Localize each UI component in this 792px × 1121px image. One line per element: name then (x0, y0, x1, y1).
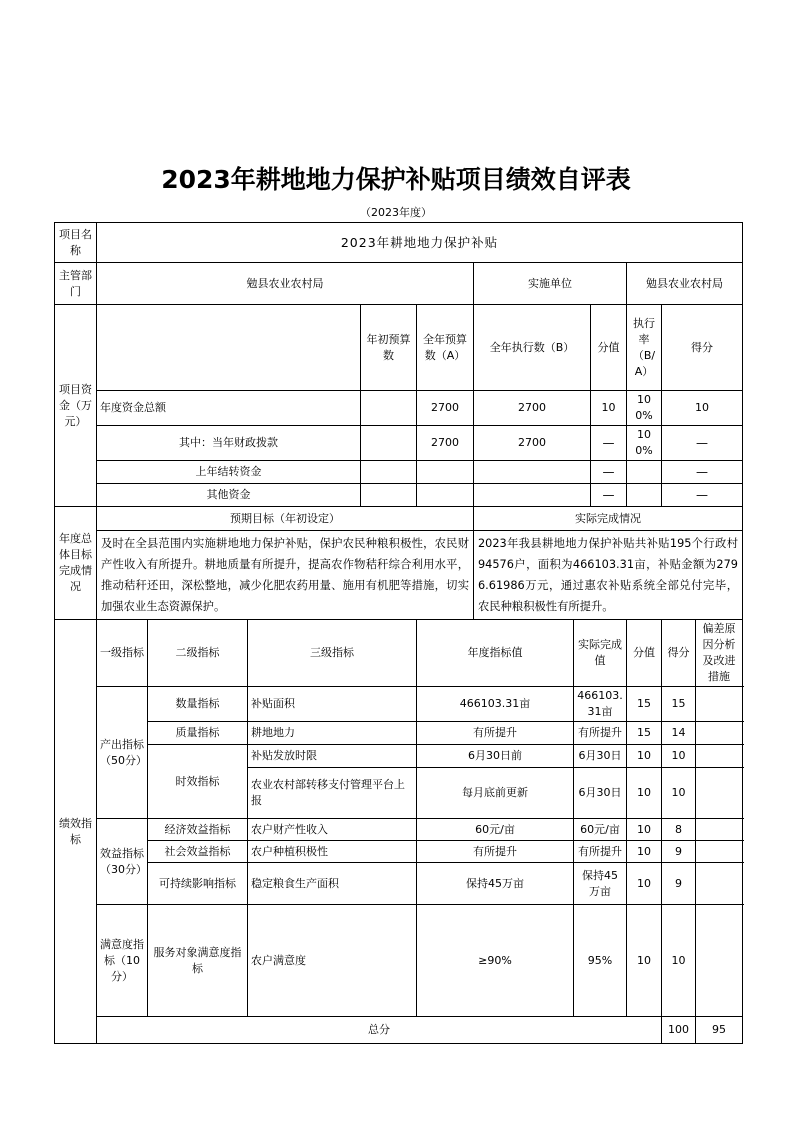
perf-row-l3: 农户财产性收入 (248, 819, 417, 841)
label-department: 主管部门 (55, 263, 97, 305)
funds-row-rate (627, 461, 662, 484)
perf-row-l3: 农业农村部转移支付管理平台上报 (248, 768, 417, 819)
perf-row-l2: 服务对象满意度指标 (148, 905, 248, 1017)
perf-row-score: 15 (627, 722, 662, 745)
perf-row-l3: 农户种植积极性 (248, 841, 417, 863)
perf-row-score: 10 (627, 768, 662, 819)
row-total (55, 1017, 743, 1044)
row-goals-header (55, 507, 743, 531)
perf-row-reason (696, 745, 743, 768)
label-impl-unit: 实施单位 (474, 263, 627, 305)
perf-row-reason (696, 687, 743, 722)
perf-row-l3: 农户满意度 (248, 905, 417, 1017)
perf-row (55, 745, 743, 768)
impl-unit-value: 勉县农业农村局 (627, 263, 743, 305)
funds-row-rate: 100% (627, 391, 662, 426)
perf-row-l3: 稳定粮食生产面积 (248, 863, 417, 905)
perf-row-l2: 社会效益指标 (148, 841, 248, 863)
perf-header-l1: 一级指标 (97, 620, 148, 687)
department-value: 勉县农业农村局 (97, 263, 474, 305)
funds-header-score: 分值 (591, 305, 627, 391)
page-subtitle: （2023年度） (360, 206, 432, 219)
label-funds: 项目资金（万元） (55, 305, 97, 507)
funds-row-executed: 2700 (474, 426, 591, 461)
perf-header-l3: 三级指标 (248, 620, 417, 687)
funds-row-rate (627, 484, 662, 507)
perf-row-got: 9 (662, 841, 696, 863)
perf-row-actual: 6月30日 (574, 745, 627, 768)
funds-row-executed: 2700 (474, 391, 591, 426)
perf-row-got: 10 (662, 905, 696, 1017)
perf-header-reason: 偏差原因分析及改进措施 (696, 620, 743, 687)
goals-expected-header: 预期目标（年初设定） (97, 507, 474, 531)
funds-row-annual: 2700 (417, 426, 474, 461)
perf-row-target: 有所提升 (417, 722, 574, 745)
evaluation-table (54, 222, 743, 1044)
funds-header-got: 得分 (662, 305, 743, 391)
perf-row-target: 有所提升 (417, 841, 574, 863)
perf-row (55, 722, 743, 745)
perf-row-reason (696, 722, 743, 745)
perf-row-score: 10 (627, 863, 662, 905)
perf-header-actual: 实际完成值 (574, 620, 627, 687)
perf-row (55, 905, 743, 1017)
row-funds-header (55, 305, 743, 391)
funds-row-got: — (662, 484, 743, 507)
perf-row-target: 每月底前更新 (417, 768, 574, 819)
perf-row-target: 6月30日前 (417, 745, 574, 768)
funds-header-executed: 全年执行数（B） (474, 305, 591, 391)
funds-row-initial (361, 461, 417, 484)
perf-row-score: 15 (627, 687, 662, 722)
perf-row-got: 10 (662, 768, 696, 819)
funds-row-label: 上年结转资金 (97, 461, 361, 484)
perf-header-got: 得分 (662, 620, 696, 687)
perf-row-reason (696, 819, 743, 841)
funds-row-got: — (662, 426, 743, 461)
funds-row-got: 10 (662, 391, 743, 426)
total-score: 100 (662, 1017, 696, 1044)
perf-row-target: 466103.31亩 (417, 687, 574, 722)
funds-row (55, 391, 743, 426)
perf-row-l2: 经济效益指标 (148, 819, 248, 841)
perf-group-satisfaction: 满意度指标（10分） (97, 905, 148, 1017)
row-project-name (55, 223, 743, 263)
funds-row-score: 10 (591, 391, 627, 426)
funds-row-label: 年度资金总额 (97, 391, 361, 426)
perf-row (55, 687, 743, 722)
perf-row (55, 863, 743, 905)
perf-group-output: 产出指标（50分） (97, 687, 148, 819)
row-department (55, 263, 743, 305)
funds-header-annual: 全年预算数（A） (417, 305, 474, 391)
goals-actual-header: 实际完成情况 (474, 507, 743, 531)
funds-row-initial (361, 484, 417, 507)
perf-row-reason (696, 905, 743, 1017)
perf-row-actual: 有所提升 (574, 722, 627, 745)
perf-row-score: 10 (627, 841, 662, 863)
funds-row-label: 其他资金 (97, 484, 361, 507)
page-title: 2023年耕地地力保护补贴项目绩效自评表 (161, 165, 631, 194)
perf-row-got: 9 (662, 863, 696, 905)
perf-header-score: 分值 (627, 620, 662, 687)
label-goals: 年度总体目标完成情况 (55, 507, 97, 620)
funds-row-label: 其中：当年财政拨款 (97, 426, 361, 461)
funds-header-rate: 执行率（B/A） (627, 305, 662, 391)
funds-row-score: — (591, 461, 627, 484)
perf-row-reason (696, 768, 743, 819)
label-perf: 绩效指标 (55, 620, 97, 1044)
funds-row (55, 426, 743, 461)
perf-row-got: 15 (662, 687, 696, 722)
perf-row-l2: 时效指标 (148, 745, 248, 819)
goals-expected-text: 及时在全县范围内实施耕地地力保护补贴，保护农民种粮积极性，农民财产性收入有所提升。耕地质量有所提升，提高农作物秸秆综合利用水平，推动秸秆还田，深松整地，减少化肥农药用量、施用有机肥等措施，切实加强农业生态资源保护。 (97, 531, 474, 620)
perf-row-actual: 466103.31亩 (574, 687, 627, 722)
funds-row-score: — (591, 484, 627, 507)
perf-row-got: 14 (662, 722, 696, 745)
funds-row (55, 484, 743, 507)
funds-header-initial: 年初预算数 (361, 305, 417, 391)
funds-row-rate: 100% (627, 426, 662, 461)
perf-row-reason (696, 841, 743, 863)
funds-row-annual: 2700 (417, 391, 474, 426)
perf-row-got: 10 (662, 745, 696, 768)
perf-row-target: 60元/亩 (417, 819, 574, 841)
perf-row-actual: 有所提升 (574, 841, 627, 863)
label-project-name: 项目名称 (55, 223, 97, 263)
perf-row-actual: 60元/亩 (574, 819, 627, 841)
funds-row-annual (417, 461, 474, 484)
label-total: 总分 (97, 1017, 662, 1044)
perf-group-benefit: 效益指标（30分） (97, 819, 148, 905)
funds-header-blank (97, 305, 361, 391)
perf-row-l3: 耕地地力 (248, 722, 417, 745)
goals-actual-text: 2023年我县耕地地力保护补贴共补贴195个行政村94576户，面积为466103.31亩，补贴金额为2796.61986万元，通过惠农补贴系统全部兑付完毕，农民种粮积极性有所提升。 (474, 531, 743, 620)
funds-row-initial (361, 391, 417, 426)
perf-row-score: 10 (627, 819, 662, 841)
funds-row (55, 461, 743, 484)
perf-row-actual: 保持45万亩 (574, 863, 627, 905)
funds-row-executed (474, 461, 591, 484)
perf-row-got: 8 (662, 819, 696, 841)
perf-row-score: 10 (627, 905, 662, 1017)
perf-row (55, 841, 743, 863)
perf-row-actual: 6月30日 (574, 768, 627, 819)
row-perf-header (55, 620, 743, 687)
perf-header-target: 年度指标值 (417, 620, 574, 687)
perf-row-l2: 质量指标 (148, 722, 248, 745)
total-got: 95 (696, 1017, 743, 1044)
funds-row-score: — (591, 426, 627, 461)
project-name-value: 2023年耕地地力保护补贴 (97, 223, 743, 263)
perf-row-actual: 95% (574, 905, 627, 1017)
perf-row-target: ≥90% (417, 905, 574, 1017)
funds-row-executed (474, 484, 591, 507)
funds-row-got: — (662, 461, 743, 484)
perf-row-l3: 补贴面积 (248, 687, 417, 722)
perf-row (55, 819, 743, 841)
perf-row-reason (696, 863, 743, 905)
perf-row-l2: 数量指标 (148, 687, 248, 722)
funds-row-initial (361, 426, 417, 461)
perf-row-target: 保持45万亩 (417, 863, 574, 905)
perf-header-l2: 二级指标 (148, 620, 248, 687)
funds-row-annual (417, 484, 474, 507)
row-goals-text (55, 531, 743, 620)
perf-row-l2: 可持续影响指标 (148, 863, 248, 905)
perf-row-l3: 补贴发放时限 (248, 745, 417, 768)
perf-row-score: 10 (627, 745, 662, 768)
